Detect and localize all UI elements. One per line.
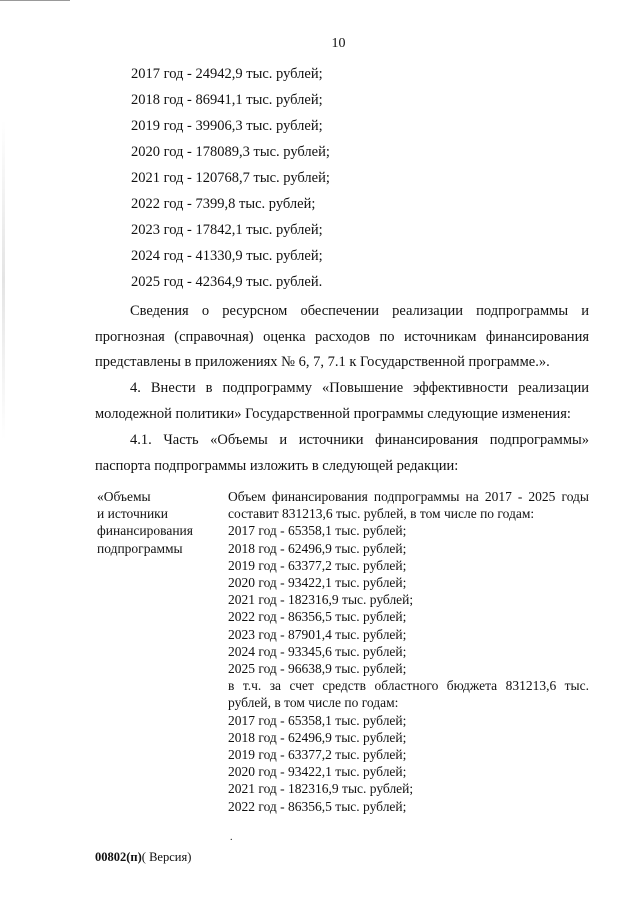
footer [95,850,191,865]
table-left-line: подпрограммы [97,540,183,556]
table-year-line: 2019 год - 63377,2 тыс. рублей; [228,557,407,573]
item-4-paragraph: 4. Внести в подпрограмму «Повышение эффективности реализации молодежной политики» Государственной программы следующие изменения: [95,380,589,422]
regional-year-line: 2019 год - 63377,2 тыс. рублей; [228,747,407,763]
total-funding-intro: Объем финансирования подпрограммы на 2017 - 2025 годы составит 831213,6 тыс. рублей, в том числе по годам: [228,489,589,522]
funding-year-line: 2017 год - 24942,9 тыс. рублей; [131,66,323,82]
regional-year-line: 2020 год - 93422,1 тыс. рублей; [228,764,407,780]
regional-year-line: 2018 год - 62496,9 тыс. рублей; [228,729,407,745]
regional-year-line: 2021 год - 182316,9 тыс. рублей; [228,781,414,797]
table-year-line: 2022 год - 86356,5 тыс. рублей; [228,609,407,625]
table-left-line: финансирования [97,523,193,539]
document-version: ( Версия) [141,850,192,864]
funding-year-line: 2024 год - 41330,9 тыс. рублей; [131,248,323,264]
funding-year-line: 2023 год - 17842,1 тыс. рублей; [131,222,323,238]
table-year-line: 2023 год - 87901,4 тыс. рублей; [228,626,407,642]
funding-year-line: 2025 год - 42364,9 тыс. рублей. [131,274,323,290]
table-year-line: 2025 год - 96638,9 тыс. рублей; [228,661,407,677]
funding-year-line: 2019 год - 39906,3 тыс. рублей; [131,118,323,134]
funding-year-line: 2022 год - 7399,8 тыс. рублей; [131,196,316,212]
scan-edge-line [0,0,70,1]
table-year-line: 2024 год - 93345,6 тыс. рублей; [228,643,407,659]
funding-year-line: 2020 год - 178089,3 тыс. рублей; [131,144,330,160]
regional-year-line: 2022 год - 86356,5 тыс. рублей; [228,798,407,814]
page-number: 10 [331,36,346,51]
regional-budget-intro: в т.ч. за счет средств областного бюджета 831213,6 тыс. рублей, в том числе по годам: [228,678,589,711]
resources-paragraph: Сведения о ресурсном обеспечении реализации подпрограммы и прогнозная (справочная) оценка расходов по источникам финансирования представлены в приложениях № 6, 7, 7.1 к Государственной программе.». [95,303,589,370]
item-4-1-paragraph: 4.1. Часть «Объемы и источники финансирования подпрограммы» паспорта подпрограммы изложить в следующей редакции: [95,432,589,474]
table-left-line: «Объемы [97,489,151,504]
funding-year-line: 2018 год - 86941,1 тыс. рублей; [131,92,323,108]
table-year-line: 2017 год - 65358,1 тыс. рублей; [228,523,407,539]
table-left-line: и источники [97,506,168,522]
funding-year-line: 2021 год - 120768,7 тыс. рублей; [131,170,330,186]
stray-dot: . [230,832,233,843]
table-left-column [97,488,217,557]
table-year-line: 2020 год - 93422,1 тыс. рублей; [228,575,407,591]
table-year-line: 2021 год - 182316,9 тыс. рублей; [228,592,414,608]
scan-edge-shadow [2,120,5,440]
document-code: 00802(п) [95,850,142,864]
regional-year-line: 2017 год - 65358,1 тыс. рублей; [228,712,407,728]
table-year-line: 2018 год - 62496,9 тыс. рублей; [228,540,407,556]
table-right-column [228,488,589,815]
